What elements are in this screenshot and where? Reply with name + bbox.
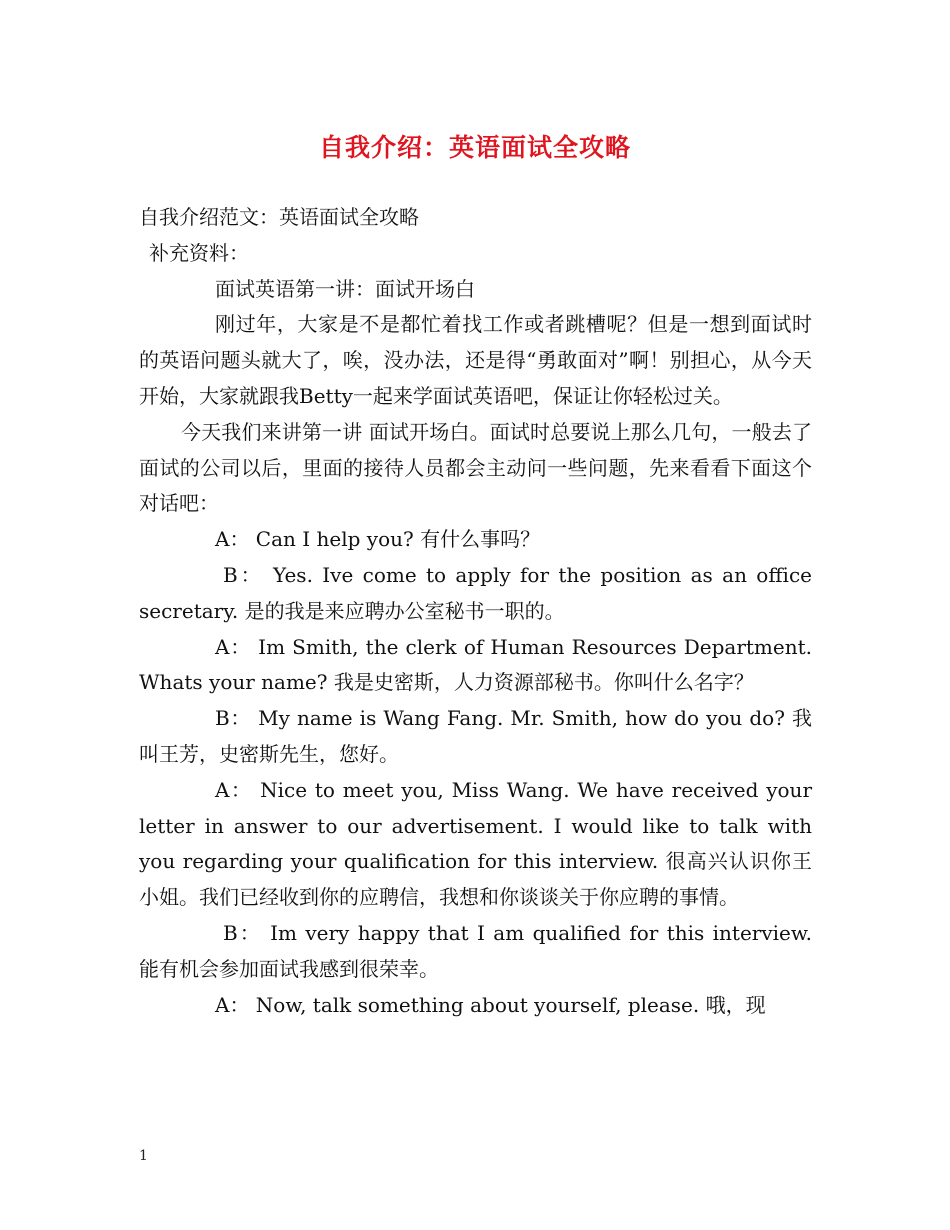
dialogue-line-b3: B： Im very happy that I am qualified for this interview. 能有机会参加面试我感到很荣幸。	[139, 920, 812, 981]
paragraph-supplement-label: 补充资料：	[149, 240, 249, 265]
page-number: 1	[139, 1148, 148, 1164]
paragraph-intro-heading: 自我介绍范文：英语面试全攻略	[139, 205, 419, 229]
paragraph-lesson-intro: 今天我们来讲第一讲 面试开场白。面试时总要说上那么几句，一般去了面试的公司以后，里面的接待人员都会主动问一些问题，先来看看下面这个对话吧：	[139, 419, 812, 516]
dialogue-line-a2: A： Im Smith, the clerk of Human Resources Department. Whats your name? 我是史密斯，人力资源部秘书。你叫什么名字？	[139, 634, 812, 695]
document-body	[139, 200, 812, 1023]
dialogue-line-a4: A： Now, talk something about yourself, please. 哦，现	[215, 992, 766, 1017]
dialogue-line-a3: A： Nice to meet you, Miss Wang. We have received your letter in answer to our advertisement. I would like to talk with you regarding your qualification for this interview. 很高兴认识你王小姐。我们已经收到你的应聘信，我想和你谈谈关于你应聘的事情。	[139, 777, 812, 910]
dialogue-line-b1: B： Yes. Ive come to apply for the position as an office secretary. 是的我是来应聘办公室秘书一职的。	[139, 562, 812, 623]
paragraph-opening: 刚过年，大家是不是都忙着找工作或者跳槽呢？但是一想到面试时的英语问题头就大了，唉，没办法，还是得“勇敢面对”啊！别担心，从今天开始，大家就跟我Betty一起来学面试英语吧，保证让你轻松过关。	[139, 312, 812, 408]
document-title: 自我介绍：英语面试全攻略	[318, 133, 631, 162]
paragraph-lesson-heading: 面试英语第一讲：面试开场白	[215, 276, 475, 301]
dialogue-line-a1: A： Can I help you? 有什么事吗？	[215, 527, 541, 552]
dialogue-line-b2: B： My name is Wang Fang. Mr. Smith, how do you do? 我叫王芳，史密斯先生，您好。	[139, 706, 812, 766]
